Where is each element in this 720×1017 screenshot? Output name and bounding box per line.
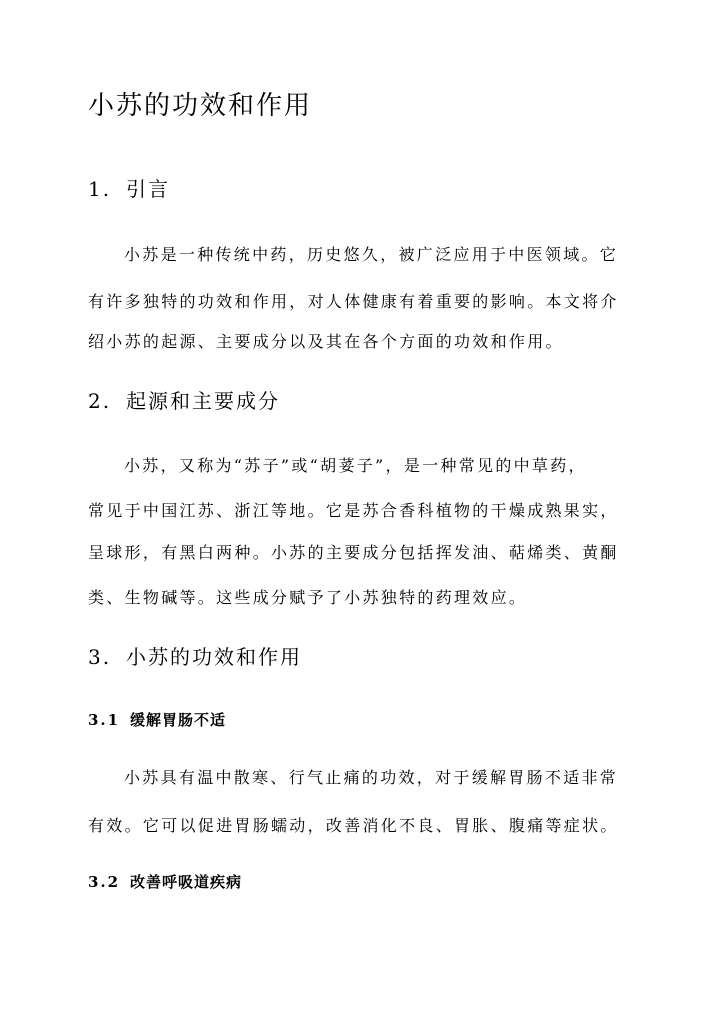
subsection-heading-respiratory [88,870,242,894]
section-number: 3. [88,645,112,669]
paragraph-line: 小苏，又称为“苏子”或“胡荽子”，是一种常见的中草药， [124,456,587,475]
subsection-title: 缓解胃肠不适 [130,711,227,729]
paragraph-line: 类、生物碱等。这些成分赋予了小苏独特的药理效应。 [88,588,528,607]
subsection-number: 3.2 [88,873,121,891]
section-title: 小苏的功效和作用 [126,645,302,669]
paragraph-line: 小苏具有温中散寒、行气止痛的功效，对于缓解胃肠不适非常 [124,768,619,787]
subsection-heading-stomach [88,708,226,732]
paragraph-line: 有效。它可以促进胃肠蠕动，改善消化不良、胃胀、腹痛等症状。 [88,816,619,835]
paragraph-line: 有许多独特的功效和作用，对人体健康有着重要的影响。本文将介 [88,292,619,311]
section-title: 引言 [126,177,170,201]
section-number: 2. [88,389,112,413]
section-number: 1. [88,177,112,201]
paragraph-line: 小苏是一种传统中药，历史悠久，被广泛应用于中医领域。它 [124,245,619,264]
subsection-number: 3.1 [88,711,121,729]
section-heading-intro [88,174,170,204]
paragraph-line: 呈球形，有黑白两种。小苏的主要成分包括挥发油、萜烯类、黄酮 [88,543,619,562]
section-heading-origin [88,386,280,416]
paragraph-line: 绍小苏的起源、主要成分以及其在各个方面的功效和作用。 [88,332,564,351]
section-heading-effects [88,642,302,672]
subsection-title: 改善呼吸道疾病 [130,873,243,891]
paragraph-line: 常见于中国江苏、浙江等地。它是苏合香科植物的干燥成熟果实， [88,501,619,520]
section-title: 起源和主要成分 [126,389,280,413]
document-title: 小苏的功效和作用 [88,91,313,121]
